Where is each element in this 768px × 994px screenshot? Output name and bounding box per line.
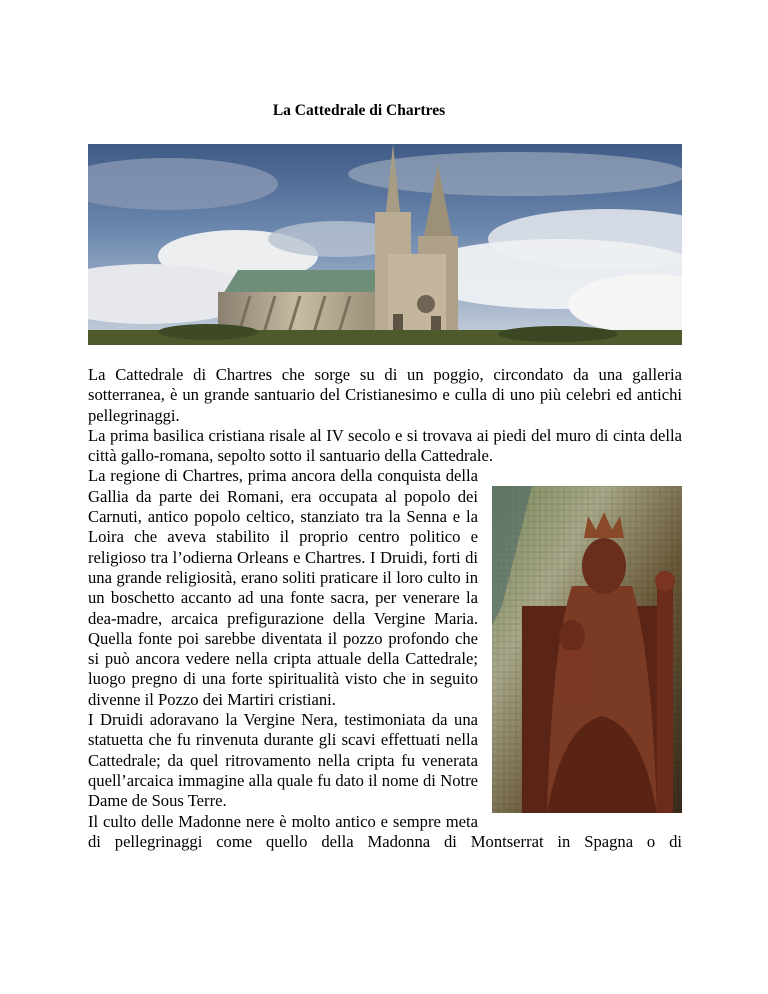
paragraph: La prima basilica cristiana risale al IV secolo e si trovava ai piedi del muro di cinta della città gallo-romana, sepolto sotto il santuario della Cattedrale. — [88, 425, 682, 466]
paragraph: La regione di Chartres, prima ancora della conquista della Gallia da parte dei Romani, era occupata al popolo dei Carnuti, antico popolo celtico, stanziato tra la Senna e la Loira che aveva stabilito il proprio centro politico e religioso tra l’odierna Orleans e Chartres. I Druidi, forti di una grande religiosità, erano soliti praticare il loro culto in un boschetto accanto ad una fonte sacra, per venerare la dea-madre, arcaica prefigurazione della Vergine Maria. Quella fonte poi sarebbe diventata il pozzo profondo che si può ancora vedere nella cripta attuale della Cattedrale; luogo pregno di una forte spiritualità visto che in seguito divenne il Pozzo dei Martiri cristiani. — [88, 466, 478, 709]
black-madonna-photo — [492, 486, 682, 813]
paragraph: La Cattedrale di Chartres che sorge su di un poggio, circondato da una galleria sotterranea, è un grande santuario del Cristianesimo e culla di uno più celebri ed antichi pellegrinaggi. — [88, 365, 682, 425]
document-title: La Cattedrale di Chartres — [272, 102, 446, 119]
paragraph: Il culto delle Madonne nere è molto antico e sempre meta di pellegrinaggi come quello della Madonna di Montserrat in Spagna o di — [88, 811, 682, 851]
cathedral-photo — [88, 144, 682, 345]
document-body — [88, 365, 682, 852]
paragraph: I Druidi adoravano la Vergine Nera, testimoniata da una statuetta che fu rinvenuta durante gli scavi effettuati nella Cattedrale; da quel ritrovamento nella cripta fu venerata quell’arcaica immagine alla quale fu dato il nome di Notre Dame de Sous Terre. — [88, 710, 478, 811]
